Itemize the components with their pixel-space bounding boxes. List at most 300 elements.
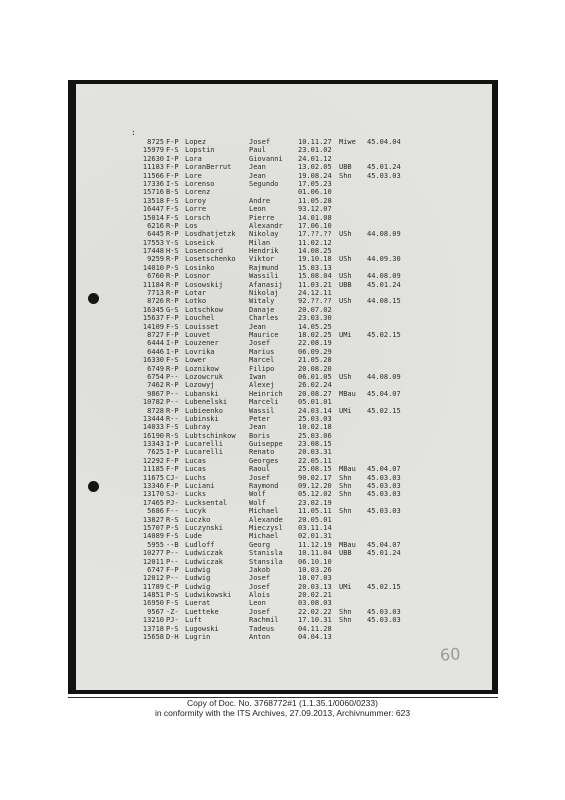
table-row xyxy=(131,239,491,247)
prisoner-number: 11185 xyxy=(142,465,164,474)
table-row xyxy=(131,448,491,456)
transfer-date: 45.03.03 xyxy=(367,171,401,180)
birth-date: 24.03.14 xyxy=(298,406,332,415)
table-row xyxy=(131,583,491,591)
first-name: Jean xyxy=(249,322,266,331)
category-code: Y-S xyxy=(166,238,179,247)
table-row xyxy=(131,138,491,146)
last-name: Lubenelski xyxy=(185,398,228,407)
last-name: Luft xyxy=(185,616,202,625)
first-name: Guiseppe xyxy=(249,440,283,449)
birth-date: 11.12.19 xyxy=(298,540,332,549)
category-code: F-P xyxy=(166,565,179,574)
prisoner-number: 6754 xyxy=(147,372,164,381)
last-name: Losnor xyxy=(185,272,211,281)
prisoner-number: 8728 xyxy=(147,406,164,415)
birth-date: 22.08.19 xyxy=(298,339,332,348)
first-name: Raymond xyxy=(249,482,279,491)
handwritten-page-number: 60 xyxy=(439,644,461,665)
first-name: Witaly xyxy=(249,297,275,306)
prisoner-number: 14033 xyxy=(142,423,164,432)
last-name: Luchs xyxy=(185,473,207,482)
category-code: P-- xyxy=(166,549,179,558)
first-name: Jean xyxy=(249,171,266,180)
category-code: P-S xyxy=(166,263,179,272)
first-name: Filipo xyxy=(249,364,275,373)
first-name: Iwan xyxy=(249,372,266,381)
birth-date: 20.05.01 xyxy=(298,515,332,524)
category-code: F-P xyxy=(166,456,179,465)
birth-date: 23.01.02 xyxy=(298,146,332,155)
transfer-date: 44.08.09 xyxy=(367,230,401,239)
first-name: Wolf xyxy=(249,498,266,507)
birth-date: 06.09.29 xyxy=(298,347,332,356)
birth-date: 09.12.20 xyxy=(298,482,332,491)
transfer-date: 45.01.24 xyxy=(367,549,401,558)
table-row xyxy=(131,255,491,263)
table-row xyxy=(131,163,491,171)
prisoner-number: 6446 xyxy=(147,347,164,356)
first-name: Nikolaj xyxy=(249,289,279,298)
first-name: Stansila xyxy=(249,557,283,566)
birth-date: 17.10.31 xyxy=(298,616,332,625)
last-name: Lotschkow xyxy=(185,305,223,314)
record-list xyxy=(131,138,491,641)
table-row xyxy=(131,432,491,440)
category-code: R-P xyxy=(166,255,179,264)
last-name: Loseick xyxy=(185,238,215,247)
table-row xyxy=(131,373,491,381)
birth-date: 06.01.05 xyxy=(298,372,332,381)
last-name: Losetschenko xyxy=(185,255,236,264)
transfer-date: 45.03.03 xyxy=(367,616,401,625)
table-row xyxy=(131,532,491,540)
birth-date: 03.11.14 xyxy=(298,523,332,532)
first-name: Josef xyxy=(249,473,271,482)
camp-code: UBB xyxy=(339,280,352,289)
category-code: P-- xyxy=(166,574,179,583)
category-code: F-P xyxy=(166,314,179,323)
last-name: Luczko xyxy=(185,515,211,524)
last-name: Luciani xyxy=(185,482,215,491)
table-row xyxy=(131,390,491,398)
transfer-date: 44.09.30 xyxy=(367,255,401,264)
last-name: Ludwiczak xyxy=(185,549,223,558)
category-code: R-P xyxy=(166,364,179,373)
camp-code: MBau xyxy=(339,465,356,474)
table-row xyxy=(131,365,491,373)
birth-date: 14.08.25 xyxy=(298,247,332,256)
birth-date: 23.03.30 xyxy=(298,314,332,323)
table-row xyxy=(131,172,491,180)
table-row xyxy=(131,289,491,297)
table-row xyxy=(131,314,491,322)
birth-date: 10.07.03 xyxy=(298,574,332,583)
birth-date: 01.06.10 xyxy=(298,188,332,197)
category-code: F-- xyxy=(166,507,179,516)
transfer-date: 45.03.03 xyxy=(367,482,401,491)
table-row xyxy=(131,616,491,624)
last-name: Lugrin xyxy=(185,633,211,642)
first-name: Leon xyxy=(249,599,266,608)
camp-code: UMi xyxy=(339,330,352,339)
birth-date: 23.08.15 xyxy=(298,440,332,449)
table-row xyxy=(131,339,491,347)
camp-code: USh xyxy=(339,297,352,306)
camp-code: UBB xyxy=(339,549,352,558)
first-name: Afanasij xyxy=(249,280,283,289)
category-code: F-P xyxy=(166,482,179,491)
prisoner-number: 11789 xyxy=(142,582,164,591)
prisoner-number: 15658 xyxy=(142,633,164,642)
prisoner-number: 10277 xyxy=(142,549,164,558)
prisoner-number: 12012 xyxy=(142,574,164,583)
birth-date: 21.05.28 xyxy=(298,356,332,365)
last-name: LoranBerrut xyxy=(185,163,232,172)
prisoner-number: 9567 xyxy=(147,607,164,616)
transfer-date: 45.03.03 xyxy=(367,490,401,499)
category-code: R-S xyxy=(166,431,179,440)
birth-date: 17.05.23 xyxy=(298,179,332,188)
table-row xyxy=(131,323,491,331)
category-code: P-S xyxy=(166,624,179,633)
table-row xyxy=(131,541,491,549)
birth-date: 20.02.21 xyxy=(298,591,332,600)
transfer-date: 45.03.03 xyxy=(367,473,401,482)
prisoner-number: 15014 xyxy=(142,213,164,222)
table-row xyxy=(131,297,491,305)
first-name: Jean xyxy=(249,163,266,172)
first-name: Boris xyxy=(249,431,271,440)
birth-date: 10.03.26 xyxy=(298,565,332,574)
colon-mark: : xyxy=(131,128,136,137)
table-row xyxy=(131,516,491,524)
last-name: Lower xyxy=(185,356,207,365)
prisoner-number: 16190 xyxy=(142,431,164,440)
last-name: Lucksental xyxy=(185,498,228,507)
table-row xyxy=(131,281,491,289)
table-row xyxy=(131,188,491,196)
transfer-date: 45.02.15 xyxy=(367,330,401,339)
last-name: Loznikow xyxy=(185,364,219,373)
prisoner-number: 11566 xyxy=(142,171,164,180)
category-code: CJ- xyxy=(166,473,179,482)
category-code: P-- xyxy=(166,389,179,398)
prisoner-number: 7713 xyxy=(147,289,164,298)
category-code: R-P xyxy=(166,280,179,289)
last-name: Lore xyxy=(185,171,202,180)
birth-date: 25.03.03 xyxy=(298,414,332,423)
last-name: Losowskij xyxy=(185,280,223,289)
last-name: Ludwig xyxy=(185,565,211,574)
category-code: F-S xyxy=(166,322,179,331)
birth-date: 10.11.27 xyxy=(298,138,332,146)
first-name: Paul xyxy=(249,146,266,155)
first-name: Leon xyxy=(249,205,266,214)
first-name: Viktor xyxy=(249,255,275,264)
prisoner-number: 13170 xyxy=(142,490,164,499)
category-code: F-P xyxy=(166,171,179,180)
prisoner-number: 6216 xyxy=(147,221,164,230)
birth-date: 20.03.13 xyxy=(298,582,332,591)
first-name: Renato xyxy=(249,448,275,457)
last-name: Lora xyxy=(185,154,202,163)
last-name: Lorre xyxy=(185,205,207,214)
table-row xyxy=(131,482,491,490)
category-code: R-P xyxy=(166,406,179,415)
birth-date: 11.05.11 xyxy=(298,507,332,516)
archive-footer xyxy=(0,698,565,718)
first-name: Heinrich xyxy=(249,389,283,398)
first-name: Wolf xyxy=(249,490,266,499)
prisoner-number: 6445 xyxy=(147,230,164,239)
prisoner-number: 7462 xyxy=(147,381,164,390)
camp-code: Shn xyxy=(339,507,352,516)
prisoner-number: 6760 xyxy=(147,272,164,281)
category-code: PJ- xyxy=(166,498,179,507)
table-row xyxy=(131,205,491,213)
first-name: Anton xyxy=(249,633,271,642)
category-code: I-P xyxy=(166,440,179,449)
birth-date: 04.04.13 xyxy=(298,633,332,642)
last-name: Lopez xyxy=(185,138,207,146)
last-name: Lubieenko xyxy=(185,406,223,415)
prisoner-number: 5686 xyxy=(147,507,164,516)
table-row xyxy=(131,222,491,230)
last-name: Lugowski xyxy=(185,624,219,633)
prisoner-number: 5955 xyxy=(147,540,164,549)
first-name: Wassil xyxy=(249,406,275,415)
last-name: Lucyk xyxy=(185,507,207,516)
table-row xyxy=(131,507,491,515)
birth-date: 15.08.04 xyxy=(298,272,332,281)
table-row xyxy=(131,474,491,482)
prisoner-number: 17336 xyxy=(142,179,164,188)
camp-code: UBB xyxy=(339,163,352,172)
transfer-date: 44.08.09 xyxy=(367,372,401,381)
prisoner-number: 12630 xyxy=(142,154,164,163)
camp-code: USh xyxy=(339,230,352,239)
prisoner-number: 13346 xyxy=(142,482,164,491)
prisoner-number: 13343 xyxy=(142,440,164,449)
first-name: Rachmil xyxy=(249,616,279,625)
prisoner-number: 8727 xyxy=(147,330,164,339)
punch-hole xyxy=(88,293,99,304)
category-code: F-S xyxy=(166,213,179,222)
prisoner-number: 11675 xyxy=(142,473,164,482)
table-row xyxy=(131,465,491,473)
prisoner-number: 6444 xyxy=(147,339,164,348)
birth-date: 26.02.24 xyxy=(298,381,332,390)
first-name: Danaje xyxy=(249,305,275,314)
prisoner-number: 15637 xyxy=(142,314,164,323)
table-row xyxy=(131,356,491,364)
category-code: -Z- xyxy=(166,607,179,616)
transfer-date: 45.04.07 xyxy=(367,389,401,398)
last-name: Lude xyxy=(185,532,202,541)
table-row xyxy=(131,306,491,314)
first-name: Jakob xyxy=(249,565,271,574)
first-name: Wassili xyxy=(249,272,279,281)
last-name: Louisset xyxy=(185,322,219,331)
first-name: Josef xyxy=(249,574,271,583)
category-code: D-H xyxy=(166,633,179,642)
transfer-date: 45.04.07 xyxy=(367,540,401,549)
birth-date: 11.05.28 xyxy=(298,196,332,205)
table-row xyxy=(131,566,491,574)
category-code: P-- xyxy=(166,372,179,381)
first-name: Tadeus xyxy=(249,624,275,633)
table-row xyxy=(131,381,491,389)
first-name: Josef xyxy=(249,339,271,348)
prisoner-number: 17465 xyxy=(142,498,164,507)
table-row xyxy=(131,633,491,641)
table-row xyxy=(131,558,491,566)
category-code: I-P xyxy=(166,339,179,348)
table-row xyxy=(131,230,491,238)
last-name: Lozowyj xyxy=(185,381,215,390)
prisoner-number: 17448 xyxy=(142,247,164,256)
footer-line-2: in conformity with the ITS Archives, 27.09.2013, Archivnummer: 623 xyxy=(154,708,411,718)
first-name: Alexande xyxy=(249,515,283,524)
last-name: Lovrika xyxy=(185,347,215,356)
transfer-date: 45.03.03 xyxy=(367,507,401,516)
table-row xyxy=(131,331,491,339)
last-name: Los xyxy=(185,221,198,230)
first-name: Andre xyxy=(249,196,271,205)
last-name: Lozowcruk xyxy=(185,372,223,381)
category-code: F-P xyxy=(166,163,179,172)
prisoner-number: 16345 xyxy=(142,305,164,314)
category-code: H-S xyxy=(166,247,179,256)
first-name: Georg xyxy=(249,540,271,549)
category-code: I-P xyxy=(166,448,179,457)
transfer-date: 44.08.09 xyxy=(367,272,401,281)
prisoner-number: 14109 xyxy=(142,322,164,331)
first-name: Josef xyxy=(249,138,271,146)
table-row xyxy=(131,247,491,255)
birth-date: 22.02.22 xyxy=(298,607,332,616)
table-row xyxy=(131,272,491,280)
birth-date: 04.11.28 xyxy=(298,624,332,633)
birth-date: 15.03.13 xyxy=(298,263,332,272)
category-code: R-P xyxy=(166,289,179,298)
prisoner-number: 15707 xyxy=(142,523,164,532)
prisoner-number: 16950 xyxy=(142,599,164,608)
prisoner-number: 6749 xyxy=(147,364,164,373)
first-name: Michael xyxy=(249,532,279,541)
birth-date: 20.08.20 xyxy=(298,364,332,373)
first-name: Raoul xyxy=(249,465,271,474)
first-name: Nikolay xyxy=(249,230,279,239)
last-name: Louchel xyxy=(185,314,215,323)
table-row xyxy=(131,214,491,222)
table-row xyxy=(131,348,491,356)
category-code: G-S xyxy=(166,305,179,314)
camp-code: Miwe xyxy=(339,138,356,146)
table-row xyxy=(131,197,491,205)
transfer-date: 44.08.15 xyxy=(367,297,401,306)
camp-code: USh xyxy=(339,372,352,381)
first-name: Milan xyxy=(249,238,271,247)
transfer-date: 45.02.15 xyxy=(367,406,401,415)
category-code: B-S xyxy=(166,188,179,197)
table-row xyxy=(131,591,491,599)
table-row xyxy=(131,415,491,423)
first-name: Marceli xyxy=(249,398,279,407)
prisoner-number: 9867 xyxy=(147,389,164,398)
birth-date: 05.12.02 xyxy=(298,490,332,499)
table-row xyxy=(131,407,491,415)
prisoner-number: 13718 xyxy=(142,624,164,633)
prisoner-number: 6747 xyxy=(147,565,164,574)
transfer-date: 45.04.04 xyxy=(367,138,401,146)
prisoner-number: 15716 xyxy=(142,188,164,197)
first-name: Maurice xyxy=(249,330,279,339)
category-code: SJ- xyxy=(166,490,179,499)
last-name: Lucarelli xyxy=(185,440,223,449)
last-name: Lubinski xyxy=(185,414,219,423)
prisoner-number: 13827 xyxy=(142,515,164,524)
category-code: R-P xyxy=(166,297,179,306)
birth-date: 25.08.15 xyxy=(298,465,332,474)
first-name: Rajmund xyxy=(249,263,279,272)
last-name: Lopstin xyxy=(185,146,215,155)
transfer-date: 45.01.24 xyxy=(367,163,401,172)
birth-date: 20.03.31 xyxy=(298,448,332,457)
camp-code: Shn xyxy=(339,482,352,491)
birth-date: 25.03.06 xyxy=(298,431,332,440)
camp-code: MBau xyxy=(339,389,356,398)
camp-code: USh xyxy=(339,272,352,281)
last-name: Lotar xyxy=(185,289,207,298)
last-name: Ludwikowski xyxy=(185,591,232,600)
camp-code: UMi xyxy=(339,582,352,591)
category-code: P-S xyxy=(166,523,179,532)
prisoner-number: 8725 xyxy=(147,138,164,146)
last-name: Lotko xyxy=(185,297,207,306)
transfer-date: 45.01.24 xyxy=(367,280,401,289)
prisoner-number: 12011 xyxy=(142,557,164,566)
camp-code: Shn xyxy=(339,616,352,625)
last-name: Losencord xyxy=(185,247,223,256)
category-code: I-P xyxy=(166,154,179,163)
prisoner-number: 10782 xyxy=(142,398,164,407)
prisoner-number: 12292 xyxy=(142,456,164,465)
first-name: Michael xyxy=(249,507,279,516)
category-code: F-P xyxy=(166,465,179,474)
last-name: Ludwig xyxy=(185,582,211,591)
birth-date: 10.11.04 xyxy=(298,549,332,558)
last-name: Lucarelli xyxy=(185,448,223,457)
category-code: F-S xyxy=(166,532,179,541)
prisoner-number: 16330 xyxy=(142,356,164,365)
last-name: Lucas xyxy=(185,456,207,465)
table-row xyxy=(131,146,491,154)
category-code: R-P xyxy=(166,381,179,390)
last-name: Ludloff xyxy=(185,540,215,549)
prisoner-number: 11184 xyxy=(142,280,164,289)
prisoner-number: 8726 xyxy=(147,297,164,306)
prisoner-number: 17553 xyxy=(142,238,164,247)
first-name: Segundo xyxy=(249,179,279,188)
birth-date: 90.02.17 xyxy=(298,473,332,482)
birth-date: 02.01.31 xyxy=(298,532,332,541)
last-name: Ludwiczak xyxy=(185,557,223,566)
last-name: Losinko xyxy=(185,263,215,272)
camp-code: Shn xyxy=(339,490,352,499)
first-name: Josef xyxy=(249,582,271,591)
